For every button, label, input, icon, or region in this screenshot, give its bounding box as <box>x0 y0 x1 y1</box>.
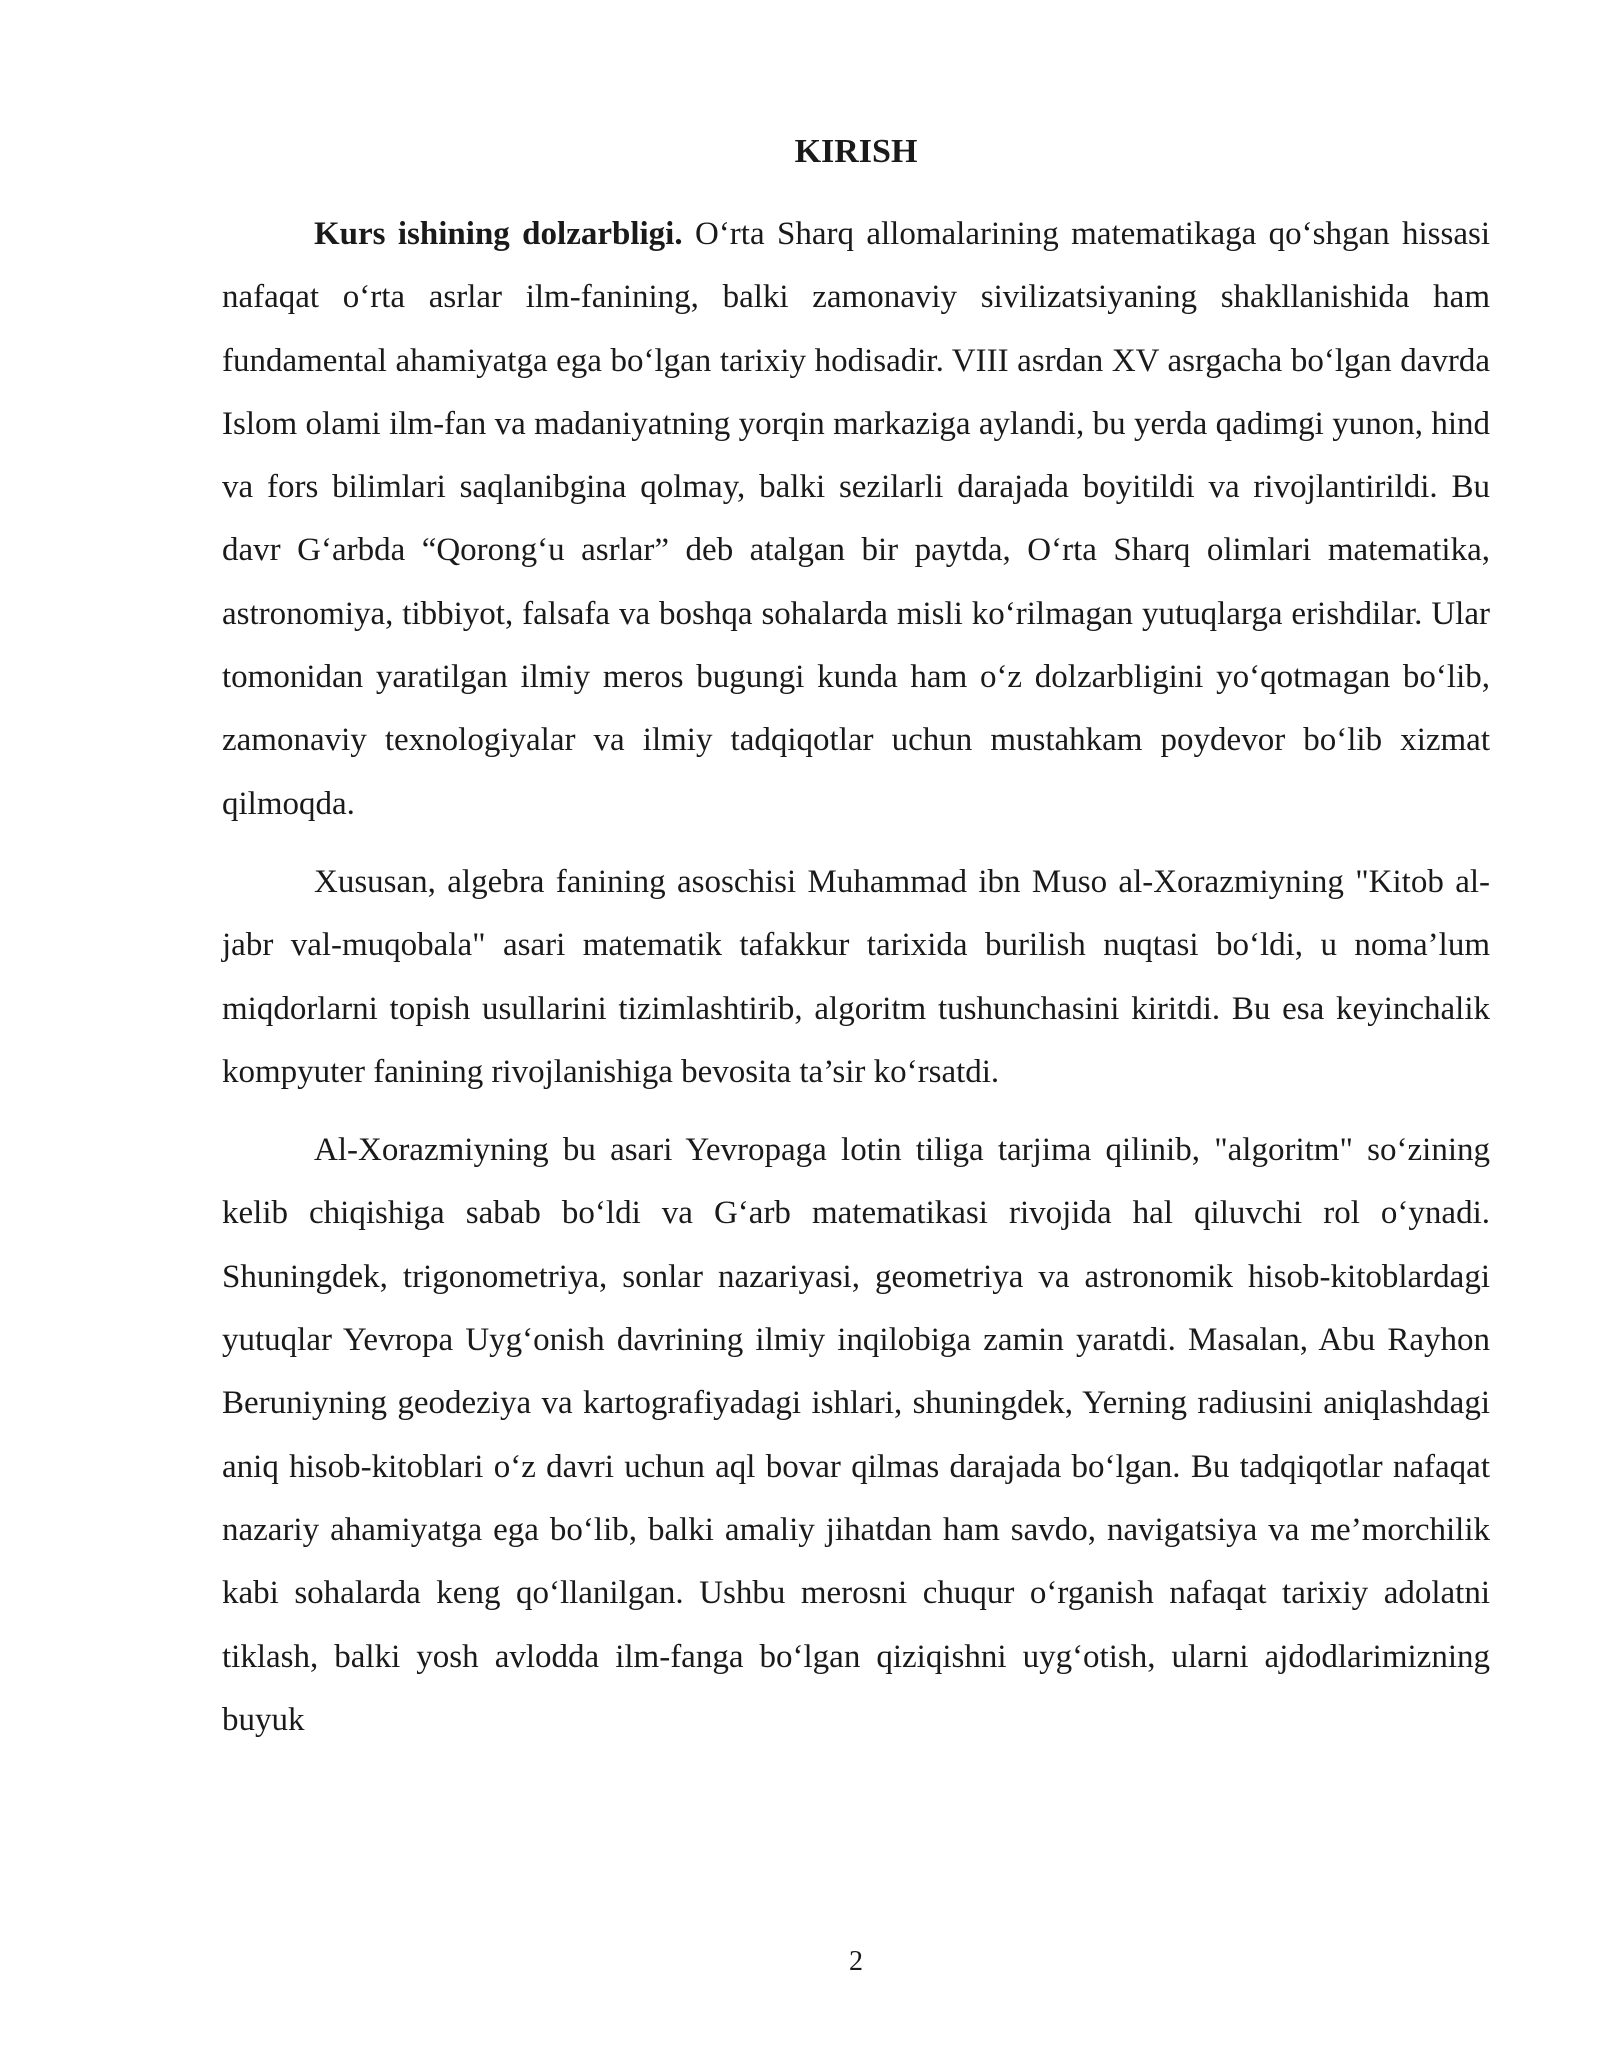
paragraph-relevance <box>222 203 1490 836</box>
document-page <box>222 0 1490 2070</box>
paragraph-text: Al-Xorazmiyning bu asari Yevropaga lotin tiliga tarjima qilinib, "algoritm" so‘zining kelib chiqishiga sabab bo‘ldi va G‘arb matematikasi rivojida hal qiluvchi rol o‘ynadi. Shuningdek, trigonometriya, sonlar nazariyasi, geometriya va astronomik hisob-kitoblardagi yutuqlar Yevropa Uyg‘onish davrining ilmiy inqilobiga zamin yaratdi. Masalan, Abu Rayhon Beruniyning geodeziya va kartografiyadagi ishlari, shuningdek, Yerning radiusini aniqlashdagi aniq hisob-kitoblari o‘z davri uchun aql bovar qilmas darajada bo‘lgan. Bu tadqiqotlar nafaqat nazariy ahamiyatga ega bo‘lib, balki amaliy jihatdan ham savdo, navigatsiya va me’morchilik kabi sohalarda keng qo‘llanilgan. Ushbu merosni chuqur o‘rganish nafaqat tarixiy adolatni tiklash, balki yosh avlodda ilm-fanga bo‘lgan qiziqishni uyg‘otish, ularni ajdodlarimizning buyuk <box>222 1132 1490 1738</box>
section-heading: KIRISH <box>794 133 918 170</box>
page-number: 2 <box>849 1946 863 1977</box>
paragraph-legacy <box>222 1119 1490 1752</box>
paragraph-lead: Kurs ishining dolzarbligi. <box>314 216 683 252</box>
paragraph-text: Xususan, algebra fanining asoschisi Muhammad ibn Muso al-Xorazmiyning "Kitob al-jabr val-muqobala" asari matematik tafakkur tarixida burilish nuqtasi bo‘ldi, u noma’lum miqdorlarni topish usullarini tizimlashtirib, algoritm tushunchasini kiritdi. Bu esa keyinchalik kompyuter fanining rivojlanishiga bevosita ta’sir ko‘rsatdi. <box>222 863 1490 1090</box>
paragraph-text: O‘rta Sharq allomalarining matematikaga qo‘shgan hissasi nafaqat o‘rta asrlar ilm-fanining, balki zamonaviy sivilizatsiyaning shakllanishida ham fundamental ahamiyatga ega bo‘lgan tarixiy hodisadir. VIII asrdan XV asrgacha bo‘lgan davrda Islom olami ilm-fan va madaniyatning yorqin markaziga aylandi, bu yerda qadimgi yunon, hind va fors bilimlari saqlanibgina qolmay, balki sezilarli darajada boyitildi va rivojlantirildi. Bu davr G‘arbda “Qorong‘u asrlar” deb atalgan bir paytda, O‘rta Sharq olimlari matematika, astronomiya, tibbiyot, falsafa va boshqa sohalarda misli ko‘rilmagan yutuqlarga erishdilar. Ular tomonidan yaratilgan ilmiy meros bugungi kunda ham o‘z dolzarbligini yo‘qotmagan bo‘lib, zamonaviy texnologiyalar va ilmiy tadqiqotlar uchun mustahkam poydevor bo‘lib xizmat qilmoqda. <box>222 216 1491 822</box>
body-text <box>222 203 1490 1752</box>
paragraph-al-khwarizmi <box>222 851 1490 1104</box>
